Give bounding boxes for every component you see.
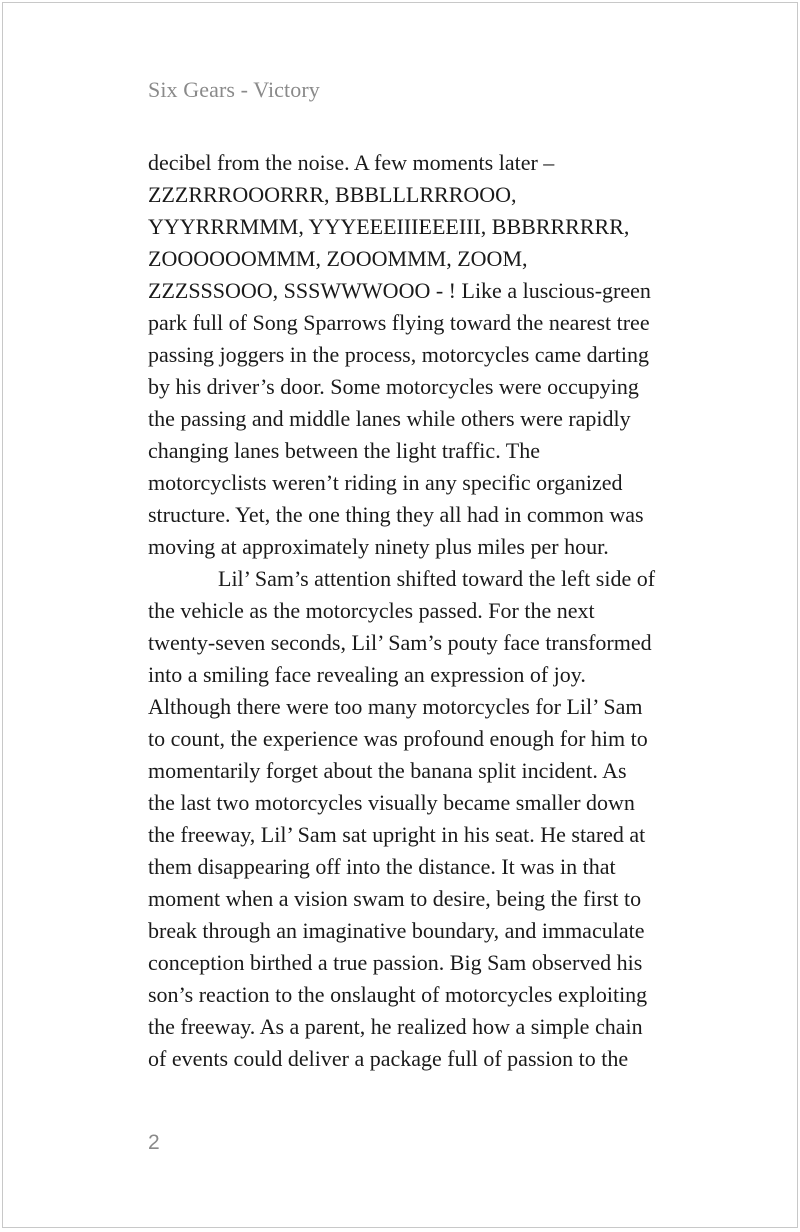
text-line: ZZZRRROOORRR, BBBLLLRRROOO, [148, 182, 517, 207]
text-line: moving at approximately ninety plus miles per hour. [148, 534, 609, 559]
text-line: into a smiling face revealing an expression of joy. [148, 662, 586, 687]
paragraph-first-line: Lil’ Sam’s attention shifted toward the left side of [218, 566, 656, 591]
text-line: the last two motorcycles visually became smaller down [148, 790, 635, 815]
text-line: YYYRRRMMM, YYYEEEIIIEEEIII, BBBRRRRRR, [148, 214, 630, 239]
text-line: momentarily forget about the banana split incident. As [148, 758, 627, 783]
text-line: Although there were too many motorcycles for Lil’ Sam [148, 694, 643, 719]
text-line: changing lanes between the light traffic. The [148, 438, 540, 463]
text-line: passing joggers in the process, motorcycles came darting [148, 342, 649, 367]
text-line: twenty-seven seconds, Lil’ Sam’s pouty face transformed [148, 630, 652, 655]
document-page [2, 2, 798, 1228]
text-line: conception birthed a true passion. Big Sam observed his [148, 950, 643, 975]
text-line: ZZZSSSOOO, SSSWWWOOO - ! Like a luscious-green [148, 278, 651, 303]
text-line: moment when a vision swam to desire, being the first to [148, 886, 642, 911]
text-line: the vehicle as the motorcycles passed. For the next [148, 598, 595, 623]
text-line: structure. Yet, the one thing they all had in common was [148, 502, 644, 527]
text-line: them disappearing off into the distance. It was in that [148, 854, 616, 879]
text-line: to count, the experience was profound enough for him to [148, 726, 648, 751]
page-number: 2 [148, 1131, 160, 1154]
text-line: break through an imaginative boundary, and immaculate [148, 918, 645, 943]
text-line: the passing and middle lanes while others were rapidly [148, 406, 631, 431]
running-header-title: Six Gears - Victory [148, 77, 320, 102]
text-line: ZOOOOOOMMM, ZOOOMMM, ZOOM, [148, 246, 528, 271]
text-line: decibel from the noise. A few moments later – [148, 150, 555, 175]
body-text [148, 147, 708, 1075]
text-line: motorcyclists weren’t riding in any specific organized [148, 470, 623, 495]
text-line: the freeway. As a parent, he realized how a simple chain [148, 1014, 643, 1039]
text-line: park full of Song Sparrows flying toward the nearest tree [148, 310, 650, 335]
text-line: the freeway, Lil’ Sam sat upright in his seat. He stared at [148, 822, 646, 847]
text-line: son’s reaction to the onslaught of motorcycles exploiting [148, 982, 648, 1007]
text-line: of events could deliver a package full of passion to the [148, 1046, 629, 1071]
text-line: by his driver’s door. Some motorcycles were occupying [148, 374, 639, 399]
